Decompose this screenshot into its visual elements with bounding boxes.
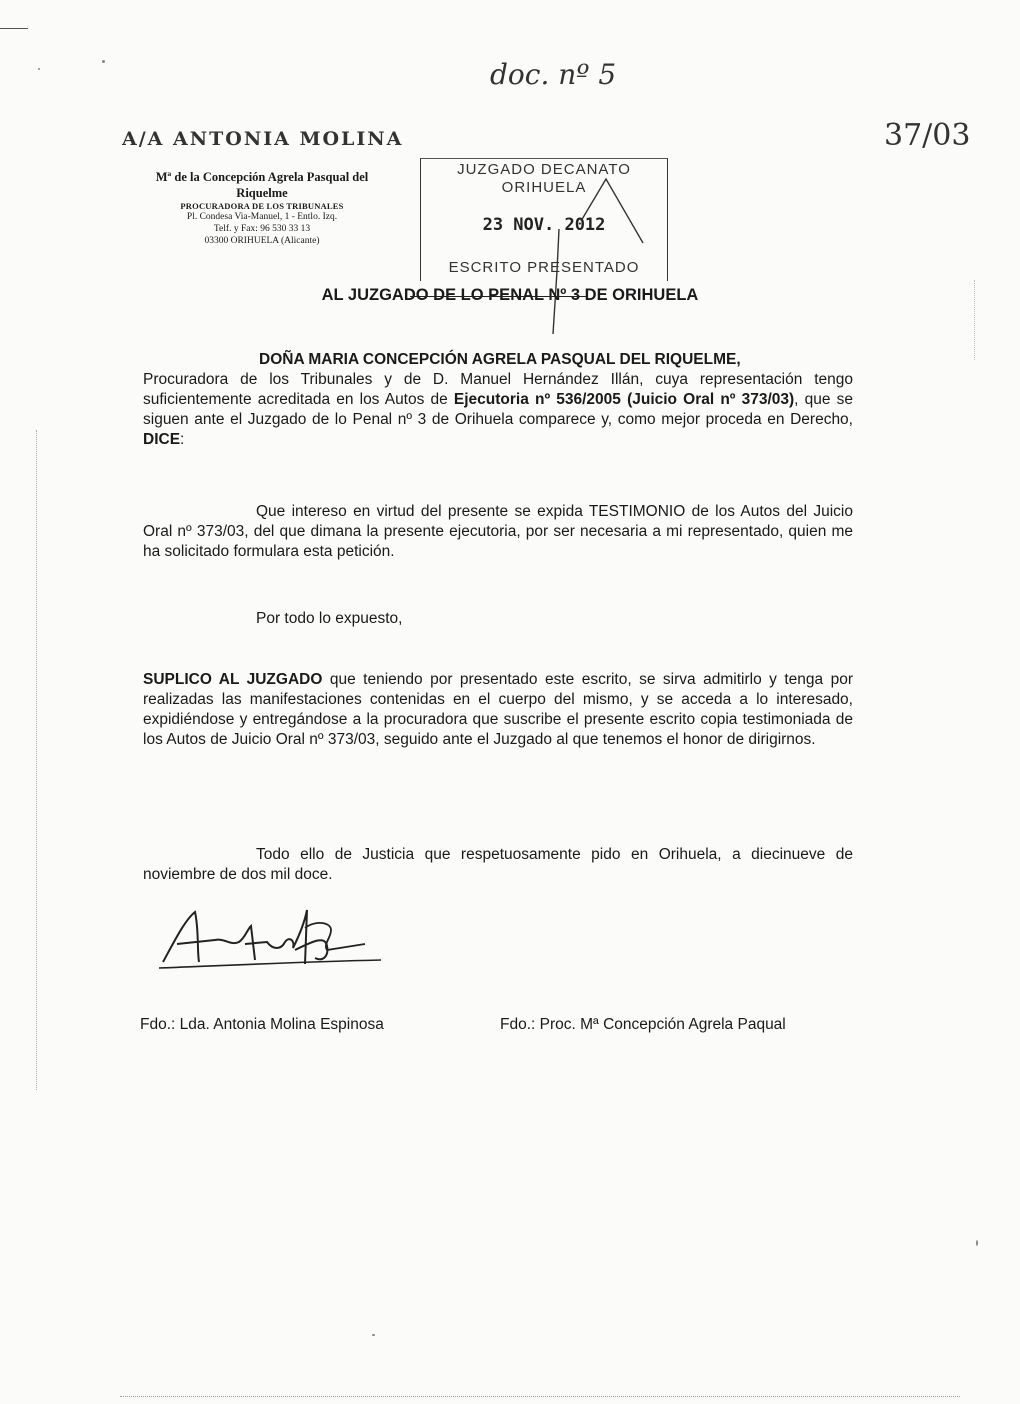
signature-left: Fdo.: Lda. Antonia Molina Espinosa [140,1016,384,1033]
handwritten-doc-number: doc. nº 5 [490,58,617,91]
stamp-line-3: ESCRITO PRESENTADO [448,259,640,276]
scan-speck [976,1240,978,1246]
scan-speck [38,68,40,70]
scan-left-margin-line [36,430,37,1090]
letterhead-role: PROCURADORA DE LOS TRIBUNALES [180,201,344,212]
scan-edge-mark [0,28,28,29]
letterhead-address: Pl. Condesa Via-Manuel, 1 - Entlo. Izq. [186,211,338,222]
intro-text-1: Procuradora de los Tribunales y de D. Manuel Hernández Illán, cuya representación tengo suficientemente acreditada en los Autos de [143,371,853,408]
intro-dice: DICE [143,431,181,448]
document-title: AL JUZGADO DE LO PENAL Nº 3 DE ORIHUELA [321,286,699,304]
petition-paragraph: Que intereso en virtud del presente se expida TESTIMONIO de los Autos del Juicio Oral nº 373/03, del que dimana la presente ejecutoria, por ser necesaria a mi representado, quien me ha solicitado formulara esta petición. [143,503,853,560]
intro-text-2: , que se siguen ante el Juzgado de lo Penal nº 3 de Orihuela comparece y, como mejor proceda en Derecho, [143,391,854,428]
intro-end: : [180,431,185,448]
letterhead-phone: Telf. y Fax: 96 530 33 13 [213,223,311,234]
scan-speck [102,60,105,63]
letterhead [132,170,392,248]
intro-name: DOÑA MARIA CONCEPCIÓN AGRELA PASQUAL DEL RIQUELME, [259,351,741,368]
suplico-heading: SUPLICO AL JUZGADO [143,671,323,688]
handwritten-case-ref: 37/03 [884,118,971,153]
suplico-paragraph [143,670,853,750]
closing-paragraph: Todo ello de Justicia que respetuosamente pido en Orihuela, a diecinueve de noviembre de dos mil doce. [143,846,853,883]
letterhead-name: Mª de la Concepción Agrela Pasqual del Riquelme [155,170,369,200]
handwritten-signature [155,900,385,980]
intro-paragraph [143,350,853,450]
title-strike [410,296,586,297]
expuesto-paragraph: Por todo lo expuesto, [256,610,403,627]
letterhead-city: 03300 ORIHUELA (Alicante) [204,235,320,246]
signature-right: Fdo.: Proc. Mª Concepción Agrela Paqual [500,1016,786,1033]
scan-speck [372,1334,375,1336]
stamp-line-2: ORIHUELA [501,179,587,196]
registry-stamp [420,158,668,281]
stamp-date: 23 NOV. 2012 [482,215,606,235]
suplico-text: que teniendo por presentado este escrito, se sirva admitirlo y tenga por realizadas las manifestaciones contenidas en el cuerpo del mismo, y se acceda a lo interesado, expidiéndose y entregándose a la procuradora que suscribe el presente escrito copia testimoniada de los Autos de Juicio Oral nº 373/03, seguido ante el Juzgado al que tenemos el honor de dirigirnos. [143,671,853,748]
handwritten-initials: A/A ANTONIA MOLINA [122,128,404,150]
stamp-signature-mark [421,159,667,349]
scan-right-margin-line [974,280,975,360]
scan-footer-strip [120,1396,960,1397]
intro-case-number: Ejecutoria nº 536/2005 (Juicio Oral nº 373/03) [453,391,795,408]
stamp-line-1: JUZGADO DECANATO [457,161,631,178]
